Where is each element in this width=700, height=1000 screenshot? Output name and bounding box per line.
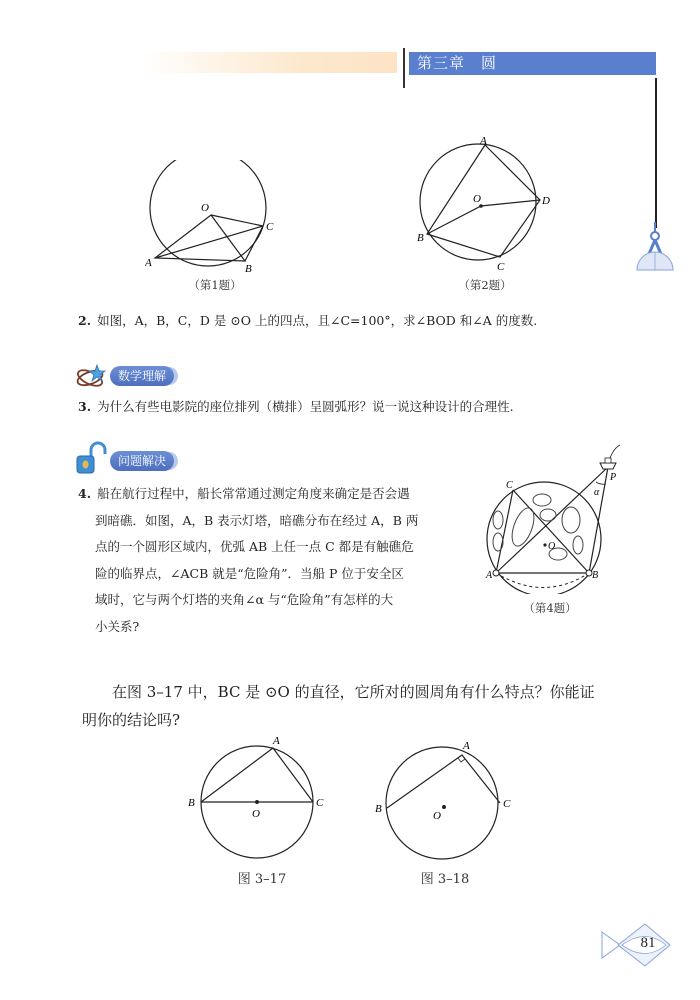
- header-divider: [403, 48, 405, 88]
- svg-text:B: B: [592, 570, 599, 581]
- svg-text:O: O: [201, 202, 209, 214]
- padlock-icon: [75, 441, 109, 475]
- figure-q2-caption: （第2题）: [458, 278, 512, 292]
- question-4: [78, 481, 478, 640]
- main-paragraph: [82, 678, 642, 734]
- svg-text:B: B: [188, 797, 195, 809]
- question-2: [78, 308, 678, 334]
- question-line: 点的一个圆形区域内，优弧 AB 上任一点 C 都是有触礁危: [95, 539, 414, 554]
- svg-text:A: A: [486, 570, 493, 581]
- question-line: 险的临界点，∠ACB 就是“危险角”．当船 P 位于安全区: [95, 565, 404, 581]
- svg-text:A: A: [480, 135, 487, 147]
- page-number: 81: [640, 935, 656, 951]
- question-number: 2.: [78, 313, 92, 328]
- svg-text:A: A: [273, 735, 280, 747]
- paragraph-line: 明你的结论吗?: [82, 711, 181, 729]
- question-line: 域时，它与两个灯塔的夹角∠α 与“危险角”有怎样的大: [95, 592, 394, 607]
- figure-3-17: [185, 735, 335, 865]
- side-rule: [655, 78, 657, 228]
- svg-text:O: O: [252, 808, 260, 820]
- svg-text:C: C: [497, 261, 505, 273]
- question-text: 如图，A，B，C，D 是 ⊙O 上的四点，且∠C=100°，求∠BOD 和∠A 的度数.: [97, 313, 538, 328]
- chapter-title: 第三章 圆: [409, 52, 656, 75]
- svg-text:C: C: [503, 798, 511, 810]
- svg-text:A: A: [463, 740, 470, 752]
- svg-text:B: B: [245, 263, 252, 275]
- compass-icon: [633, 222, 677, 274]
- svg-text:P: P: [610, 472, 617, 483]
- atom-star-icon: [76, 364, 110, 388]
- figure-q4-caption: （第4题）: [523, 601, 577, 615]
- svg-text:O: O: [473, 193, 481, 205]
- figure-3-18-caption: 图 3–18: [420, 872, 470, 887]
- svg-text:C: C: [266, 221, 274, 233]
- figure-3-18: [370, 735, 520, 865]
- header-decoration: [140, 52, 397, 73]
- question-number: 3.: [78, 399, 92, 414]
- svg-text:C: C: [506, 480, 513, 491]
- svg-text:A: A: [145, 257, 152, 269]
- figure-q1: [145, 160, 280, 275]
- svg-text:D: D: [542, 195, 550, 207]
- svg-text:B: B: [417, 232, 424, 244]
- figure-q1-caption: （第1题）: [188, 278, 242, 292]
- question-line: 到暗礁．如图，A，B 表示灯塔，暗礁分布在经过 A，B 两: [95, 512, 419, 528]
- svg-text:B: B: [375, 803, 382, 815]
- svg-text:O: O: [433, 810, 441, 822]
- question-line: 小关系?: [95, 618, 140, 634]
- figure-3-17-caption: 图 3–17: [237, 872, 287, 887]
- paragraph-line: 在图 3–17 中，BC 是 ⊙O 的直径，它所对的圆周角有什么特点？你能证: [112, 683, 595, 701]
- question-number: 4.: [78, 486, 92, 501]
- svg-text:O: O: [548, 541, 556, 552]
- figure-q4: [478, 442, 636, 594]
- question-3: [78, 394, 678, 420]
- figure-q2: [415, 132, 560, 277]
- svg-text:C: C: [316, 797, 324, 809]
- svg-text:α: α: [594, 487, 600, 498]
- question-text: 为什么有些电影院的座位排列（横排）呈圆弧形？说一说这种设计的合理性.: [97, 399, 514, 414]
- section-badge-problem-solving: 问题解决: [110, 451, 174, 471]
- section-badge-math-understanding: 数学理解: [110, 366, 174, 386]
- question-line: 船在航行过程中，船长常常通过测定角度来确定是否会遇: [97, 486, 410, 501]
